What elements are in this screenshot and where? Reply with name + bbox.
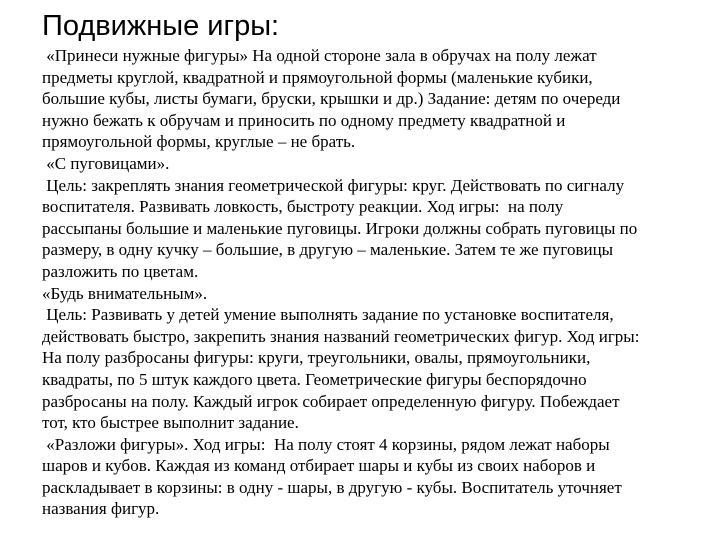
body-line-19: «Разложи фигуры». Ход игры: На полу стоят 4 корзины, рядом лежат наборы xyxy=(42,434,610,454)
body-line-6: «С пуговицами». xyxy=(42,153,170,173)
body-line-2: предметы круглой, квадратной и прямоугольной формы (маленькие кубики, xyxy=(42,67,593,87)
body-line-21: раскладывает в корзины: в одну - шары, в другую - кубы. Воспитатель уточняет xyxy=(42,477,622,497)
body-line-20: шаров и кубов. Каждая из команд отбирает шары и кубы из своих наборов и xyxy=(42,456,596,476)
body-line-10: размеру, в одну кучку – большие, в другую – маленькие. Затем те же пуговицы xyxy=(42,240,614,260)
slide-body-text xyxy=(42,45,692,520)
body-line-16: квадраты, по 5 штук каждого цвета. Геометрические фигуры беспорядочно xyxy=(42,369,587,389)
body-line-7: Цель: закреплять знания геометрической фигуры: круг. Действовать по сигналу xyxy=(42,175,625,195)
body-line-14: действовать быстро, закрепить знания названий геометрических фигур. Ход игры: xyxy=(42,326,640,346)
body-line-15: На полу разбросаны фигуры: круги, треугольники, овалы, прямоугольники, xyxy=(42,348,591,368)
body-line-11: разложить по цветам. xyxy=(42,261,199,281)
slide-title: Подвижные игры: xyxy=(42,10,280,42)
body-line-1: «Принеси нужные фигуры» На одной стороне зала в обручах на полу лежат xyxy=(42,46,597,65)
body-line-8: воспитателя. Развивать ловкость, быстроту реакции. Ход игры: на полу xyxy=(42,197,564,217)
body-line-5: прямоугольной формы, круглые – не брать. xyxy=(42,132,356,152)
body-line-22: названия фигур. xyxy=(42,499,160,519)
body-line-9: рассыпаны большие и маленькие пуговицы. Игроки должны собрать пуговицы по xyxy=(42,218,638,238)
body-line-12: «Будь внимательным». xyxy=(42,283,208,303)
body-line-18: тот, кто быстрее выполнит задание. xyxy=(42,413,299,433)
body-line-13: Цель: Развивать у детей умение выполнять задание по установке воспитателя, xyxy=(42,305,614,325)
body-line-17: разбросаны на полу. Каждый игрок собирает определенную фигуру. Побеждает xyxy=(42,391,620,411)
body-line-4: нужно бежать к обручам и приносить по одному предмету квадратной и xyxy=(42,110,566,130)
body-line-3: большие кубы, листы бумаги, бруски, крышки и др.) Задание: детям по очереди xyxy=(42,89,621,109)
